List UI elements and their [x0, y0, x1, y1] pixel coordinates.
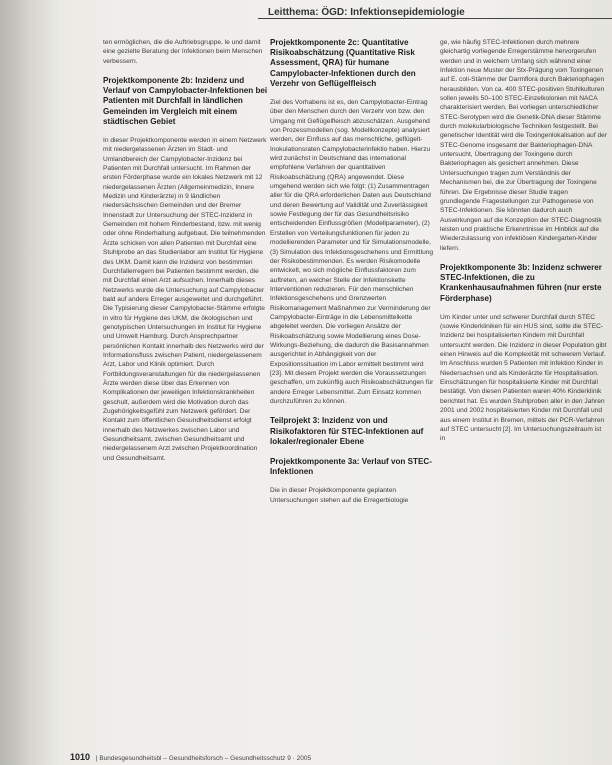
column-middle: [270, 38, 435, 507]
paragraph-intro: ten ermöglichen, die die Auftriebsgruppe, le und damit eine gezielte Beratung der Infektionen beim Menschen verbessern.: [103, 39, 263, 65]
paragraph-3a: Die in dieser Projektkomponente geplanten Untersuchungen stehen auf die Erregerbiologie: [270, 487, 409, 504]
binding-shadow: [0, 0, 60, 765]
journal-citation: | Bundesgesundheitsbl – Gesundheitsforsch – Gesundheitsschutz 9 · 2005: [95, 755, 312, 762]
heading-projektkomponente-2b: Projektkomponente 2b: Inzidenz und Verlauf von Campylobacter-Infektionen bei Patienten mit Durchfall in ländlichen Gemeinden im Vergleich mit einem städtischen Gebiet: [103, 76, 268, 126]
column-left: [103, 38, 269, 465]
heading-teilprojekt-3: Teilprojekt 3: Inzidenz von und Risikofaktoren für STEC-Infektionen auf lokaler/regionaler Ebene: [270, 416, 424, 446]
paragraph-2b: In dieser Projektkomponente werden in einem Netzwerk mit niedergelassenen Ärzten im Stadt- und Umlandbereich der Campylobacter-Inzidenz bei Patienten mit Durchfall untersucht. Im Rahmen der ersten Förderphase wurde ein lokales Netzwerk mit 12 niedergelassenen Ärzten (Allgemeinmedizin, Innere Medizin und Kinderärzte) in 9 ländlichen niedersächsischen Gemeinden und der Bremer Innenstadt zur Untersuchung der STEC-Inzidenz in Gemeinden mit hohem Rinderbestand, bzw. mit wenig oder ohne Rinderhaltung aufgebaut. Die teilnehmenden Ärzte schicken von allen Patienten mit Durchfall eine Stuhlprobe an das Studienlabor am Institut für Hygiene des UKM. Damit kann die Inzidenz von bestimmten Durchfallerregern bei Patienten bestimmt werden, die mit Durchfall einen Arzt aufsuchen. Innerhalb dieses Netzwerks wurde die Untersuchung auf Campylobacter bald auf andere Erreger ausgeweitet und durchgeführt. Die Typisierung dieser Campylobacter-Stämme erfolgte in vitro für Hygiene des UKM, die ökologischen und genotypischen Untersuchungen im Institut für Hygiene und Umwelt Hamburg. Durch Ansprechpartner persönlichen Kontakt innerhalb des Netzwerks wird der Informationsfluss zwischen Patient, niedergelassenem Arzt, Labor und Klinik optimiert. Durch Fortbildungsveranstaltungen für die niedergelassenen Ärzte werden diese über das Erkennen von Komplikationen der jeweiligen Infektionskrankheiten geschult, außerdem wird die Motivation durch das Zugehörigkeitsgefühl zum Netzwerk gefördert. Der Kontakt zum öffentlichen Gesundheitsdienst erfolgt innerhalb des Netzwerkes zwischen Labor und Gesundheitsamt, zwischen Gesundheitsamt und niedergelassenem Arzt zwischen Projektkoordination und Gesundheitsamt.: [103, 137, 267, 462]
heading-projektkomponente-2c: Projektkomponente 2c: Quantitative Risikoabschätzung (Quantitative Risk Assessment, QRA) für humane Campylobacter-Infektionen durch den Verzehr von Geflügelfleisch: [270, 38, 416, 88]
column-right: [440, 38, 608, 446]
page-number: 1010: [70, 752, 91, 762]
header-rule: [258, 18, 612, 19]
paragraph-3a-continued: ge, wie häufig STEC-Infektionen durch mehrere gleichartig vorliegende Erregerstämme hervorgerufen werden und in welchem Umfang sich während einer Infektion neue Muster der Stx-Prägung vom Toxingenen auf E. coli-Stämme der Darmflora durch Bakteriophagen herausbilden. Von ca. 400 STEC-positiven Stuhlkulturen sollen jeweils 50–100 STEC-Einzelkolonien mit NACA charakterisiert werden. Bei vorliegen unterschiedlicher STEC-Serotypen wird die Genetik-DNA dieser Stämme durch molekularbiologische Techniken festgestellt. Bei genetischer Identität wird die Toxingenlokalisation auf der STEC-Genome insgesamt der Bakteriophagen-DNA untersucht, Übertragung der Toxingene durch Bakteriophagen als gesichert annehmen. Diese Untersuchungen tragen zum Verständnis der Mechanismen bei, die zur Übertragung der Toxingene führen. Die Ergebnisse dieser Studie tragen grundlegende Fragestellungen zur Pathogenese von STEC-Infektionen. Sie könnten dadurch auch Auswirkungen auf die Konzeption der STEC-Diagnostik leisten und praktische Erkenntnisse im Hinblick auf die Wiederzulassung von infektiösen Kindergarten-Kinder liefern.: [440, 39, 608, 252]
paragraph-3b: Um Kinder unter und schwerer Durchfall durch STEC (sowie Kinderkliniken für ein HUS sind, sollte die STEC-Inzidenz bei hospitalisierten Kindern mit Durchfall untersucht werden. Die Inzidenz in dieser Population gibt einen Hinweis auf die Komplexität mit schwerem Verlauf. Im Anschluss wurden 5 Patienten mit Infektion Kinder in Niedersachsen und als Kinderärzte für Hospitalisation. Einschätzungen für hospitalisierte Kinder mit Durchfall bestätigt. Von diesen Patienten waren 40% Kinderklinik berichtet hat. Es wurden Stuhlproben aller in den Jahren 2001 und 2002 hospitalisierten Kinder mit Durchfall und aus einem Institut in Bremen, mittels der PCR-Verfahren auf STEC untersucht [2]. Im Untersuchungszeitraum ist in: [440, 313, 607, 443]
paragraph-2c: Ziel des Vorhabens ist es, den Campylobacter-Eintrag über den Menschen durch den Verzehr von bzw. den Umgang mit Geflügelfleisch abzuschätzen. Ausgehend von Prozessmodellen (sog. Modellkonzepte) analysiert werden, der Einfluss auf das menschliche, geflügelt-Inokulationsraten Campylobacterinfektio haben. Hierzu wird zunächst in Deutschland das international empfohlene Verfahren der quantitativen Risikoabschätzung (QRA) angewendet. Diese umgehend werden sich wie folgt: (1) Zusammentragen aller für die QRA erforderlichen Daten aus Deutschland und deren Bewertung auf Validität und Zuverlässigkeit sowie Festlegung der für das Gesundheitsrisiko entscheidenden Einflussgrößen (Modellparameter), (2) Erstellen von Verteilungsfunktionen für jeden zu modellierenden Parameter und für Simulationsmodelle, (3) Simulation des Infektionsgeschehens und Ermittlung der Risikobestimmenden. Es werden Risikomodelle entwickelt, wo sich mögliche Einflussfaktoren zum auftreten, an welcher Stelle der Infektionskette Interventionen reduzieren. Für den menschlichen Infektionsgeschehens und Grenzwerten Risikomanagement Maßnahmen zur Verminderung der Campylobacter-Einträge in die Lebensmittelkette abgeleitet werden. Die vorliegen Ansätze der Risikoabschätzung sowie Modellierung eines Dose-Wirkungs-Beziehung, die dadurch die Basisannahmen ausgerichtet in Abhängigkeit von der Expositionssituation im Labor ermittelt bestimmt wird [23]. Mit diesem Projekt werden die Voraussetzungen geschaffen, um zukünftig auch Risikoabschätzungen für andere Erreger Lebensmittel. Zum Einsatz kommen durchzuführen zu können.: [270, 99, 434, 406]
heading-projektkomponente-3b: Projektkomponente 3b: Inzidenz schwerer STEC-Infektionen, die zu Krankenhausaufnahmen führen (nur erste Förderphase): [440, 262, 602, 303]
page-footer: [70, 752, 311, 762]
heading-projektkomponente-3a: Projektkomponente 3a: Verlauf von STEC-Infektionen: [270, 456, 432, 477]
running-header: Leitthema: ÖGD: Infektionsepidemiologie: [268, 7, 465, 18]
